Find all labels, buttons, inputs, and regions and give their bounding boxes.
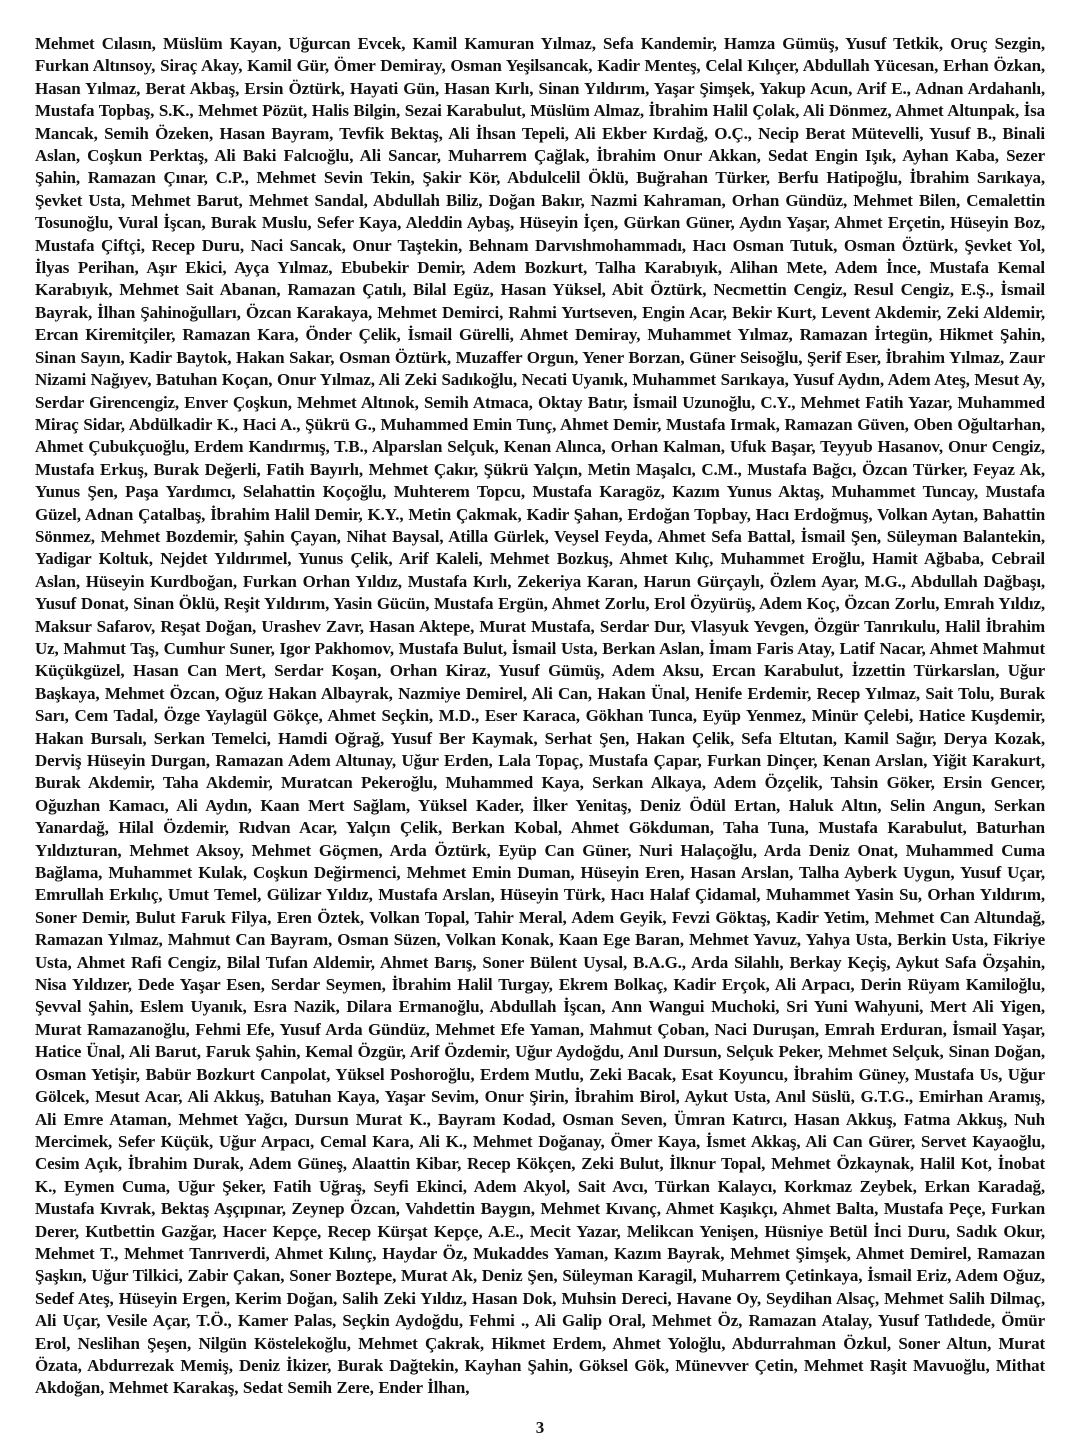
names-paragraph xyxy=(35,33,1045,1400)
names-text: Mehmet Cılasın, Müslüm Kayan, Uğurcan Evcek, Kamil Kamuran Yılmaz, Sefa Kandemir, Hamza Gümüş, Yusuf Tetkik, Oruç Sezgin, Furkan Altınsoy, Siraç Akay, Kamil Gür, Ömer Demiray, Osman Yeşilsancak, Kadir Menteş, Celal Kılıçer, Abdullah Yücesan, Erhan Özkan, Hasan Yılmaz, Berat Akbaş, Ersin Öztürk, Hayati Gün, Hasan Kırlı, Sinan Yıldırım, Yaşar Şimşek, Yakup Acun, Arif E., Adnan Ardahanlı, Mustafa Topbaş, S.K., Mehmet Pözüt, Halis Bilgin, Sezai Karabulut, Müslüm Almaz, İbrahim Halil Çolak, Ali Dönmez, Ahmet Altunpak, İsa Mancak, Semih Özeken, Hasan Bayram, Tevfik Bektaş, Ali İhsan Tepeli, Ali Ekber Kırdağ, O.Ç., Necip Berat Mütevelli, Yusuf B., Binali Aslan, Coşkun Perktaş, Ali Baki Falcıoğlu, Ali Sancar, Muharrem Çağlak, İbrahim Onur Akkan, Sedat Engin Işık, Ayhan Kaba, Sezer Şahin, Ramazan Çınar, C.P., Mehmet Sevin Tekin, Şakir Kör, Abdulcelil Öklü, Buğrahan Türker, Berfu Hatipoğlu, İbrahim Sarıkaya, Şevket Usta, Mehmet Barut, Mehmet Sandal, Abdullah Biliz, Doğan Bakır, Nazmi Kahraman, Orhan Gündüz, Mehmet Bilen, Cemalettin Tosunoğlu, Vural İşcan, Burak Muslu, Sefer Kaya, Aleddin Aybaş, Hüseyin İçen, Gürkan Güner, Aydın Yaşar, Ahmet Erçetin, Hüseyin Boz, Mustafa Çiftçi, Recep Duru, Naci Sancak, Onur Taştekin, Behnam Darvıshmohammadı, Hacı Osman Tutuk, Osman Öztürk, Şevket Yol, İlyas Perihan, Aşır Ekici, Ayça Yılmaz, Ebubekir Demir, Adem Bozkurt, Talha Karabıyık, Alihan Mete, Adem İnce, Mustafa Kemal Karabıyık, Mehmet Sait Abanan, Ramazan Çatılı, Bilal Egüz, Hasan Yüksel, Abit Öztürk, Necmettin Cengiz, Resul Cengiz, E.Ş., İsmail Bayrak, İlhan Şahinoğulları, Özcan Karakaya, Mehmet Demirci, Rahmi Yurtseven, Engin Acar, Bekir Kurt, Levent Akdemir, Zeki Aldemir, Ercan Kiremitçiler, Ramazan Kara, Önder Çelik, İsmail Gürelli, Ahmet Demiray, Muhammet Yılmaz, Ramazan İrtegün, Hikmet Şahin, Sinan Sayın, Kadir Baytok, Hakan Sakar, Osman Öztürk, Muzaffer Orgun, Yener Borzan, Güner Seisoğlu, Şerif Eser, İbrahim Yılmaz, Zaur Nizami Nağıyev, Batuhan Koçan, Onur Yılmaz, Ali Zeki Sadıkoğlu, Necati Uyanık, Muhammet Sarıkaya, Yusuf Aydın, Adem Ateş, Mesut Ay, Serdar Girencengiz, Enver Çoşkun, Mehmet Altınok, Semih Atmaca, Oktay Batır, İsmail Uzunoğlu, C.Y., Mehmet Fatih Yazar, Muhammed Miraç Sidar, Abdülkadir K., Haci A., Şükrü G., Muhammed Emin Tunç, Ahmet Demir, Mustafa Irmak, Ramazan Güven, Oben Oğultarhan, Ahmet Çubukçuoğlu, Erdem Kandırmış, T.B., Alparslan Selçuk, Kenan Alınca, Orhan Kalman, Ufuk Başar, Teyyub Hasanov, Onur Cengiz, Mustafa Erkuş, Burak Değerli, Fatih Bayırlı, Mehmet Çakır, Şükrü Yalçın, Metin Maşalcı, C.M., Mustafa Bağcı, Özcan Türker, Feyaz Ak, Yunus Şen, Paşa Yardımcı, Selahattin Koçoğlu, Muhterem Topcu, Mustafa Karagöz, Kazım Yunus Aktaş, Muhammet Tuncay, Mustafa Güzel, Adnan Çatalbaş, İbrahim Halil Demir, K.Y., Metin Çakmak, Kadir Şahan, Erdoğan Topbay, Hacı Erdoğmuş, Volkan Aytan, Bahattin Sönmez, Mehmet Bozdemir, Şahin Çayan, Nihat Baysal, Atilla Gürlek, Veysel Feyda, Ahmet Sefa Battal, İsmail Şen, Süleyman Balantekin, Yadigar Koltuk, Nejdet Yıldırımel, Yunus Çelik, Arif Kaleli, Mehmet Bozkuş, Ahmet Kılıç, Muhammet Eroğlu, Hamit Ağbaba, Cebrail Aslan, Hüseyin Kurdboğan, Furkan Orhan Yıldız, Mustafa Kırlı, Zekeriya Karan, Harun Gürçaylı, Özlem Ayar, M.G., Abdullah Dağbaşı, Yusuf Donat, Sinan Öklü, Reşit Yıldırım, Yasin Gücün, Mustafa Ergün, Ahmet Zorlu, Erol Özyürüş, Adem Koç, Özcan Zorlu, Emrah Yıldız, Maksur Safarov, Reşat Doğan, Urashev Zavr, Hasan Aktepe, Murat Mustafa, Serdar Dur, Vlasyuk Yevgen, Özgür Tanrıkulu, Halil İbrahim Uz, Mahmut Taş, Cumhur Suner, Igor Pakhomov, Mustafa Bulut, İsmail Usta, Berkan Aslan, İmam Faris Atay, Latif Nacar, Ahmet Mahmut Küçükgüzel, Hasan Can Mert, Serdar Koşan, Orhan Kiraz, Yusuf Gümüş, Adem Aksu, Ercan Karabulut, İzzettin Türkarslan, Uğur Başkaya, Mehmet Özcan, Oğuz Hakan Albayrak, Nazmiye Demirel, Ali Can, Hakan Ünal, Henife Erdemir, Recep Yılmaz, Sait Tolu, Burak Sarı, Cem Tadal, Özge Yaylagül Gökçe, Ahmet Seçkin, M.D., Eser Karaca, Gökhan Tunca, Eyüp Yenmez, Minür Çelebi, Hatice Kuşdemir, Hakan Bursalı, Serkan Temelci, Hamdi Oğrağ, Yusuf Ber Kaymak, Serhat Şen, Hakan Çelik, Sefa Eltutan, Kamil Sağır, Derya Kozak, Derviş Hüseyin Durgan, Ramazan Adem Altunay, Uğur Erden, Lala Topaç, Mustafa Çapar, Furkan Dinçer, Kenan Arslan, Yiğit Karakurt, Burak Akdemir, Taha Akdemir, Muratcan Pekeroğlu, Muhammed Kaya, Serkan Alkaya, Adem Özçelik, Tahsin Göker, Ersin Gencer, Oğuzhan Kamacı, Ali Aydın, Kaan Mert Sağlam, Yüksel Kader, İlker Yenitaş, Deniz Ödül Ertan, Haluk Altın, Selin Angun, Serkan Yanardağ, Hilal Özdemir, Rıdvan Acar, Yalçın Çelik, Berkan Kobal, Ahmet Gökduman, Taha Tuna, Mustafa Karabulut, Baturhan Yıldızturan, Mehmet Aksoy, Mehmet Göçmen, Arda Öztürk, Eyüp Can Güner, Nuri Halaçoğlu, Arda Deniz Onat, Muhammed Cuma Bağlama, Muhammet Kulak, Coşkun Değirmenci, Mehmet Emin Duman, Hüseyin Eren, Hasan Arslan, Talha Ayberk Uygun, Yusuf Uçar, Emrullah Erkılıç, Umut Temel, Gülizar Yıldız, Mustafa Arslan, Hüseyin Türk, Hacı Halaf Çidamal, Muhammet Yasin Su, Orhan Yıldırım, Soner Demir, Bulut Faruk Filya, Eren Öztek, Volkan Topal, Tahir Meral, Adem Geyik, Fevzi Göktaş, Kadir Yetim, Mehmet Can Altundağ, Ramazan Yılmaz, Mahmut Can Bayram, Osman Süzen, Volkan Konak, Kaan Ege Baran, Mehmet Yavuz, Yahya Usta, Berkin Usta, Fikriye Usta, Ahmet Rafi Cengiz, Bilal Tufan Aldemir, Ahmet Barış, Soner Bülent Uysal, B.A.G., Arda Silahlı, Berkay Keçiş, Aykut Safa Özşahin, Nisa Yıldızer, Dede Yaşar Esen, Serdar Seymen, İbrahim Halil Turgay, Ekrem Bolkaç, Kadir Erçok, Ali Arpacı, Derin Rüyam Kamiloğlu, Şevval Şahin, Eslem Uyanık, Esra Nazik, Dilara Ermanoğlu, Abdullah İşcan, Ann Wangui Muchoki, Sri Yuni Wahyuni, Mert Ali Yigen, Murat Ramazanoğlu, Fehmi Efe, Yusuf Arda Gündüz, Mehmet Efe Yaman, Mahmut Çoban, Naci Duruşan, Emrah Erduran, İsmail Yaşar, Hatice Ünal, Ali Barut, Faruk Şahin, Kemal Özgür, Arif Özdemir, Uğur Aydoğdu, Anıl Dursun, Selçuk Peker, Mehmet Selçuk, Sinan Doğan, Osman Yetişir, Babür Bozkurt Canpolat, Yüksel Poshoroğlu, Erdem Mutlu, Zeki Bacak, Esat Koyuncu, İbrahim Güney, Mustafa Us, Uğur Gölcek, Mesut Acar, Ali Akkuş, Batuhan Kaya, Yaşar Sevim, Onur Şirin, İbrahim Birol, Aykut Usta, Anıl Süslü, G.T.G., Emirhan Aramış, Ali Emre Ataman, Mehmet Yağcı, Dursun Murat K., Bayram Kodad, Osman Seven, Ümran Katırcı, Hasan Akkuş, Fatma Akkuş, Nuh Mercimek, Sefer Küçük, Uğur Arpacı, Cemal Kara, Ali K., Mehmet Doğanay, Ömer Kaya, İsmet Akkaş, Ali Can Gürer, Servet Kayaoğlu, Cesim Açık, İbrahim Durak, Adem Güneş, Alaattin Kibar, Recep Kökçen, Zeki Bulut, İlknur Topal, Mehmet Özkaynak, Halil Kot, İnobat K., Eymen Cuma, Uğur Şeker, Fatih Uğraş, Seyfi Ekinci, Adem Akyol, Sait Avcı, Türkan Kalaycı, Korkmaz Zeybek, Erkan Karadağ, Mustafa Kıvrak, Bektaş Aşçıpınar, Zeynep Özcan, Vahdettin Baygın, Mehmet Kıvanç, Ahmet Kaşıkçı, Ahmet Balta, Mustafa Peçe, Furkan Derer, Kutbettin Gazğar, Hacer Kepçe, Recep Kürşat Kepçe, A.E., Mecit Yazar, Melikcan Yenişen, Hüsniye Betül İnci Duru, Sadık Okur, Mehmet T., Mehmet Tanrıverdi, Ahmet Kılınç, Haydar Öz, Mukaddes Yaman, Kazım Bayrak, Mehmet Şimşek, Ahmet Demirel, Ramazan Şaşkın, Uğur Tilkici, Zabir Çakan, Soner Boztepe, Murat Ak, Deniz Şen, Süleyman Karagil, Muharrem Çetinkaya, İsmail Eriz, Adem Oğuz, Sedef Ateş, Hüseyin Ergen, Kerim Doğan, Salih Zeki Yıldız, Hasan Dok, Muhsin Dereci, Havane Oy, Seydihan Alsaç, Mehmet Salih Dilmaç, Ali Uçar, Vesile Açar, T.Ö., Kamer Palas, Seçkin Aydoğdu, Fehmi ., Ali Galip Oral, Mehmet Öz, Ramazan Atalay, Yusuf Tatlıdede, Ömür Erol, Neslihan Şeşen, Nilgün Köstelekoğlu, Mehmet Çakrak, Hikmet Erdem, Ahmet Yoloğlu, Abdurrahman Özkul, Soner Altun, Murat Özata, Abdurrezak Memiş, Deniz İkizer, Burak Dağtekin, Kayhan Şahin, Göksel Gök, Münevver Çetin, Mehmet Raşit Mavuoğlu, Mithat Akdoğan, Mehmet Karakaş, Sedat Semih Zere, Ender İlhan xyxy=(35,34,1045,1398)
trailing-comma: , xyxy=(465,1378,470,1398)
page-number: 3 xyxy=(535,1417,545,1437)
page-footer xyxy=(35,1418,1045,1438)
